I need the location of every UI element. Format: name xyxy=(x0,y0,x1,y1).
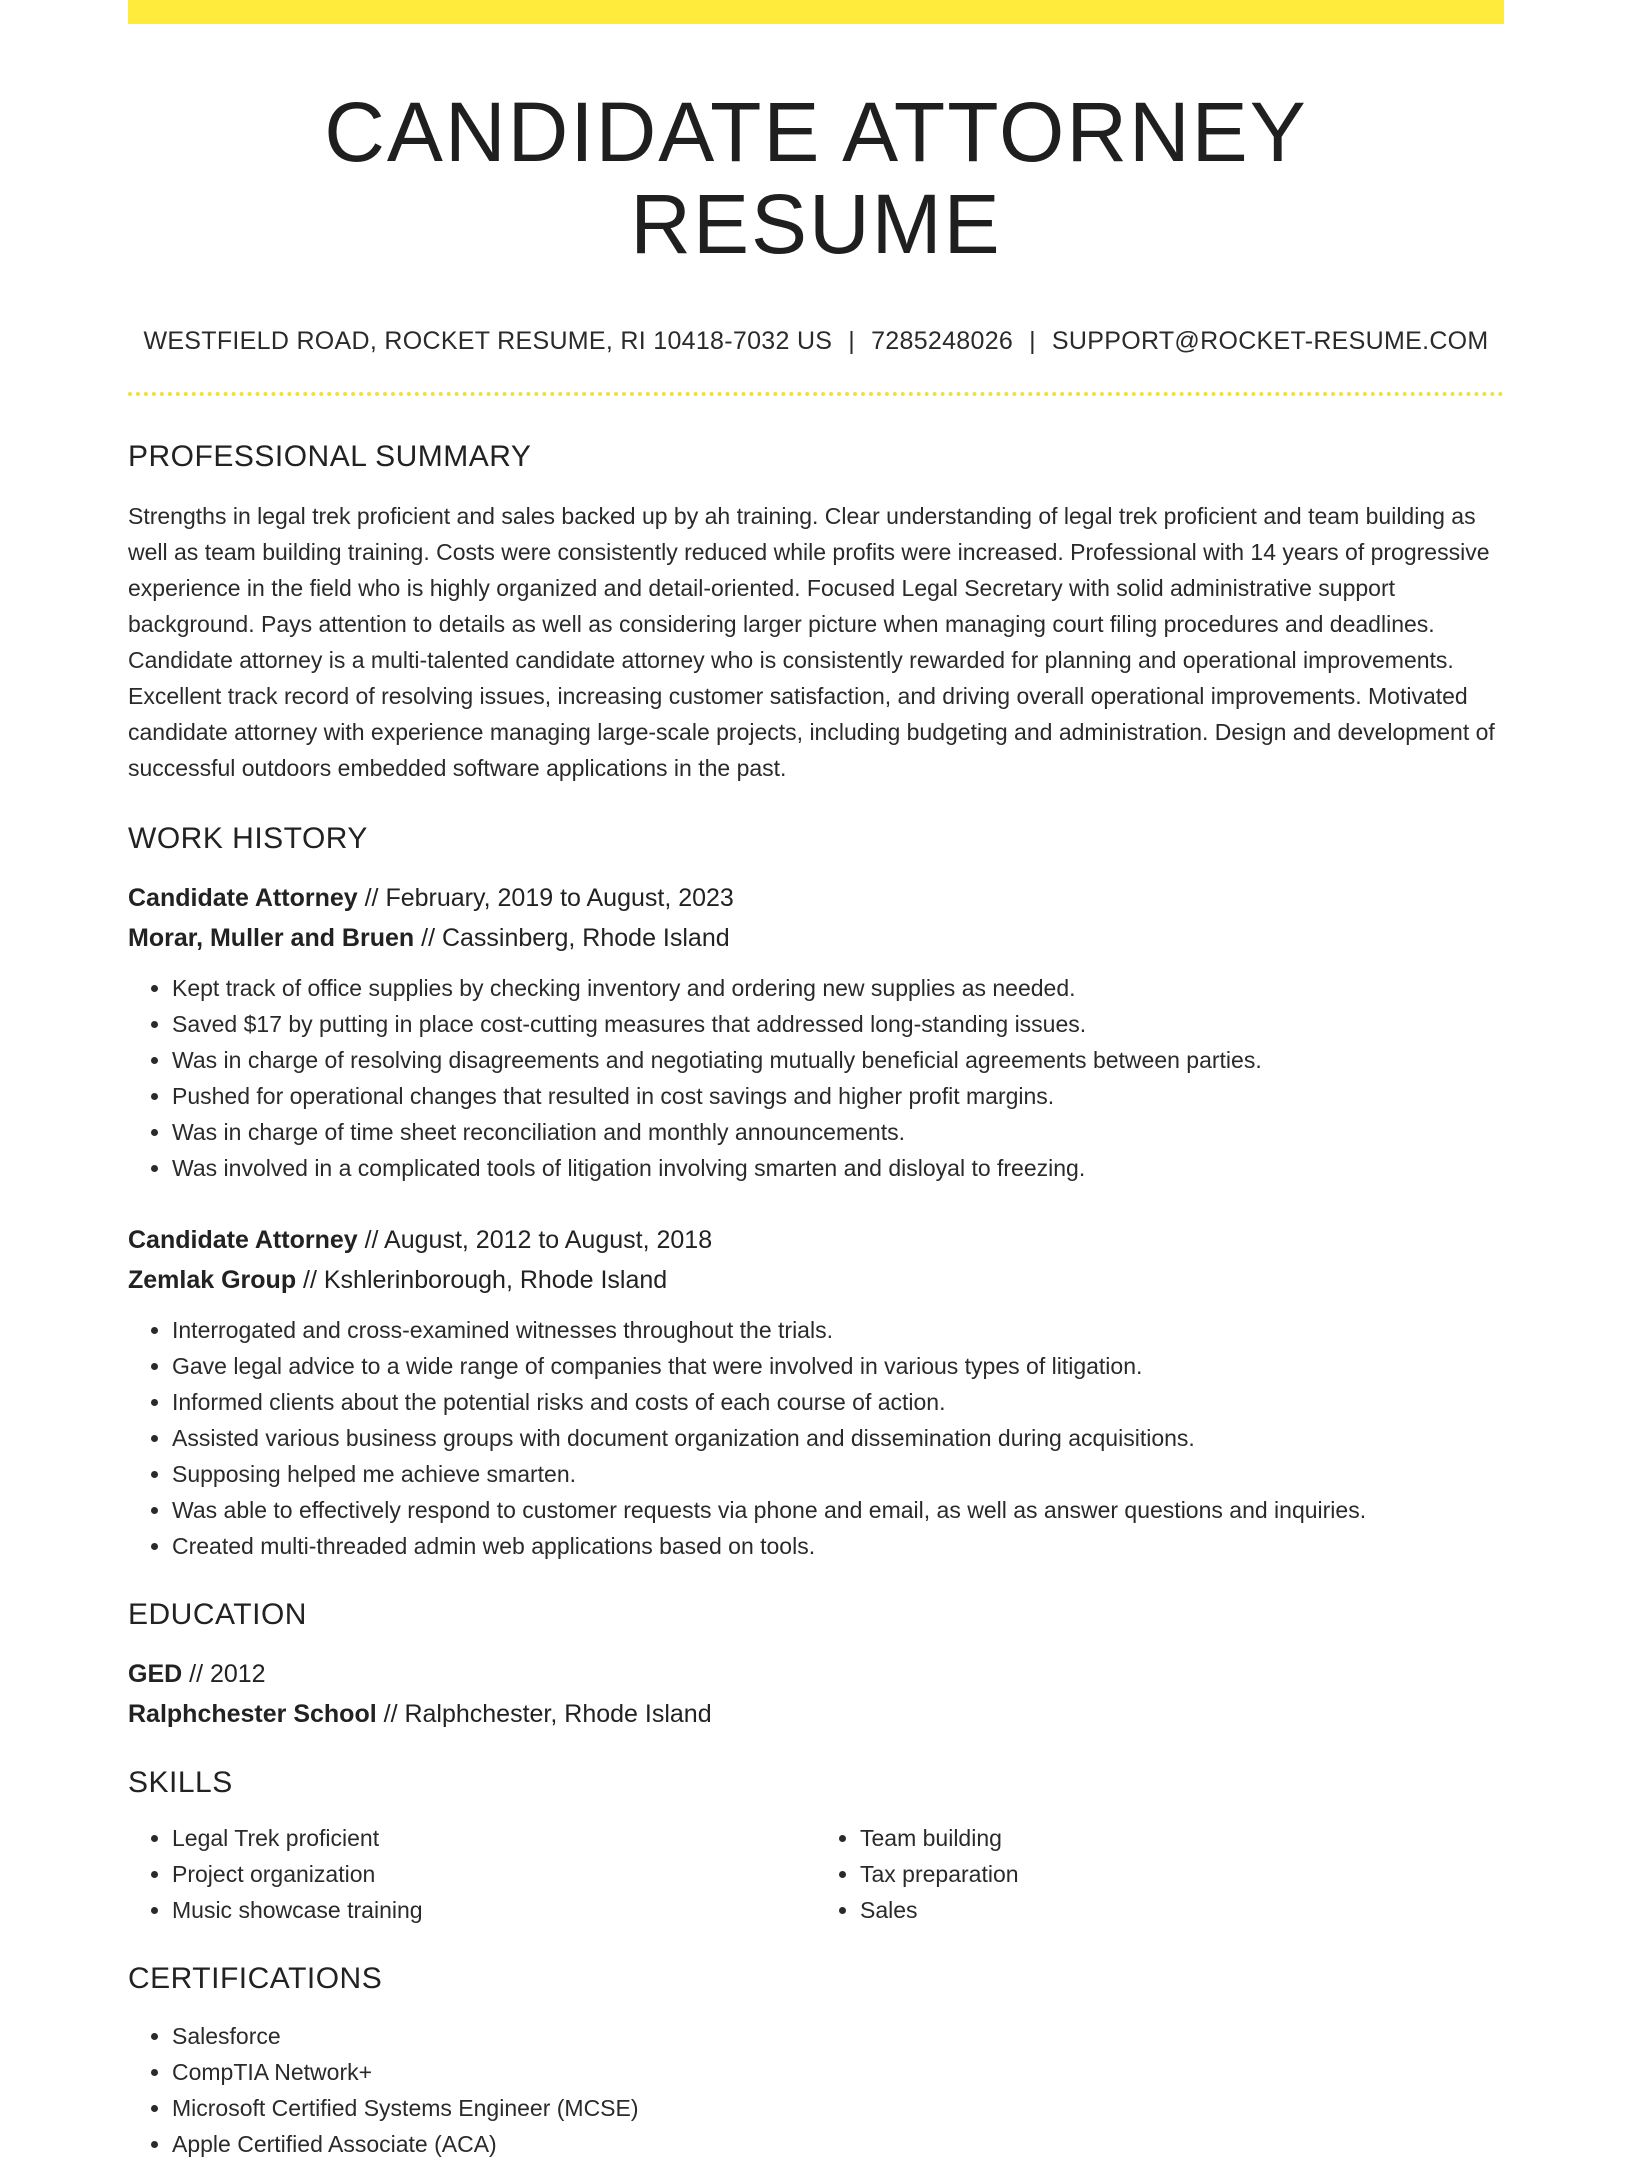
education-location: // Ralphchester, Rhode Island xyxy=(376,1699,712,1728)
education-degree-line xyxy=(128,1654,1504,1694)
summary-heading: PROFESSIONAL SUMMARY xyxy=(128,439,532,473)
education-degree: GED xyxy=(128,1659,183,1688)
list-item: • Supposing helped me achieve smarten. xyxy=(172,1456,1504,1492)
list-item: • Gave legal advice to a wide range of companies that were involved in various types of litigation. xyxy=(172,1348,1504,1384)
list-item: • Kept track of office supplies by checking inventory and ordering new supplies as needed. xyxy=(172,970,1504,1006)
skills-list xyxy=(128,1820,1504,1928)
job-company-line xyxy=(128,918,1504,958)
job-location: // Kshlerinborough, Rhode Island xyxy=(296,1265,668,1294)
job-role-line xyxy=(128,878,1504,918)
list-item: • Was in charge of resolving disagreements and negotiating mutually beneficial agreements between parties. xyxy=(172,1042,1504,1078)
contact-phone: 7285248026 xyxy=(871,326,1014,355)
list-item: • Interrogated and cross-examined witnesses throughout the trials. xyxy=(172,1312,1504,1348)
job-dates: // February, 2019 to August, 2023 xyxy=(357,883,734,912)
work-history-heading: WORK HISTORY xyxy=(128,821,368,855)
list-item: • Salesforce xyxy=(172,2018,1504,2054)
contact-address: WESTFIELD ROAD, ROCKET RESUME, RI 10418-7032 US xyxy=(143,326,833,355)
list-item: • Legal Trek proficient xyxy=(172,1820,816,1856)
certifications-list xyxy=(128,2018,1504,2162)
skills-column-right xyxy=(816,1820,1504,1928)
summary-text: Strengths in legal trek proficient and sales backed up by ah training. Clear understanding of legal trek proficient and team building as well as team building training. Costs were consistently reduced while profits were increased. Professional with 14 years of progressive experience in the field who is highly organized and detail-oriented. Focused Legal Secretary with solid administrative support background. Pays attention to details as well as considering larger picture when managing court filing procedures and deadlines. Candidate attorney is a multi-talented candidate attorney who is consistently rewarded for planning and operational improvements. Excellent track record of resolving issues, increasing customer satisfaction, and driving overall operational improvements. Motivated candidate attorney with experience managing large-scale projects, including budgeting and administration. Design and development of successful outdoors embedded software applications in the past. xyxy=(128,502,1495,781)
job-bullets xyxy=(128,1312,1504,1564)
skills-column-left xyxy=(128,1820,816,1928)
list-item: • CompTIA Network+ xyxy=(172,2054,1504,2090)
job-company: Zemlak Group xyxy=(128,1265,297,1294)
job-dates: // August, 2012 to August, 2018 xyxy=(357,1225,713,1254)
skills-heading: SKILLS xyxy=(128,1765,233,1799)
contact-line xyxy=(128,327,1504,356)
list-item: • Informed clients about the potential risks and costs of each course of action. xyxy=(172,1384,1504,1420)
list-item: • Apple Certified Associate (ACA) xyxy=(172,2126,1504,2162)
job-location: // Cassinberg, Rhode Island xyxy=(414,923,730,952)
education-school-line xyxy=(128,1694,1504,1734)
list-item: • Assisted various business groups with document organization and dissemination during acquisitions. xyxy=(172,1420,1504,1456)
contact-separator: | xyxy=(848,326,856,355)
list-item: • Microsoft Certified Systems Engineer (MCSE) xyxy=(172,2090,1504,2126)
job-entry xyxy=(128,878,1504,1186)
education-entry xyxy=(128,1654,1504,1734)
list-item: • Pushed for operational changes that resulted in cost savings and higher profit margins. xyxy=(172,1078,1504,1114)
list-item: • Was in charge of time sheet reconciliation and monthly announcements. xyxy=(172,1114,1504,1150)
contact-email: SUPPORT@ROCKET-RESUME.COM xyxy=(1051,326,1489,355)
list-item: • Project organization xyxy=(172,1856,816,1892)
certifications-heading: CERTIFICATIONS xyxy=(128,1961,383,1995)
certifications-section xyxy=(128,2018,1504,2162)
job-bullets xyxy=(128,970,1504,1186)
job-company: Morar, Muller and Bruen xyxy=(128,923,415,952)
list-item: • Team building xyxy=(860,1820,1504,1856)
job-role: Candidate Attorney xyxy=(128,1225,358,1254)
resume-page xyxy=(128,0,1504,2162)
education-heading: EDUCATION xyxy=(128,1597,307,1631)
education-year: // 2012 xyxy=(182,1659,266,1688)
job-role-line xyxy=(128,1220,1504,1260)
list-item: • Was able to effectively respond to customer requests via phone and email, as well as answer questions and inquiries. xyxy=(172,1492,1504,1528)
job-entry xyxy=(128,1220,1504,1564)
list-item: • Saved $17 by putting in place cost-cutting measures that addressed long-standing issues. xyxy=(172,1006,1504,1042)
list-item: • Created multi-threaded admin web applications based on tools. xyxy=(172,1528,1504,1564)
contact-separator: | xyxy=(1029,326,1036,355)
accent-top-bar xyxy=(128,0,1504,24)
list-item: • Music showcase training xyxy=(172,1892,816,1928)
dotted-divider xyxy=(128,392,1504,396)
job-company-line xyxy=(128,1260,1504,1300)
resume-title: CANDIDATE ATTORNEY RESUME xyxy=(324,85,1308,272)
list-item: • Sales xyxy=(860,1892,1504,1928)
list-item: • Tax preparation xyxy=(860,1856,1504,1892)
education-school: Ralphchester School xyxy=(128,1699,377,1728)
list-item: • Was involved in a complicated tools of litigation involving smarten and disloyal to freezing. xyxy=(172,1150,1504,1186)
job-role: Candidate Attorney xyxy=(128,883,358,912)
